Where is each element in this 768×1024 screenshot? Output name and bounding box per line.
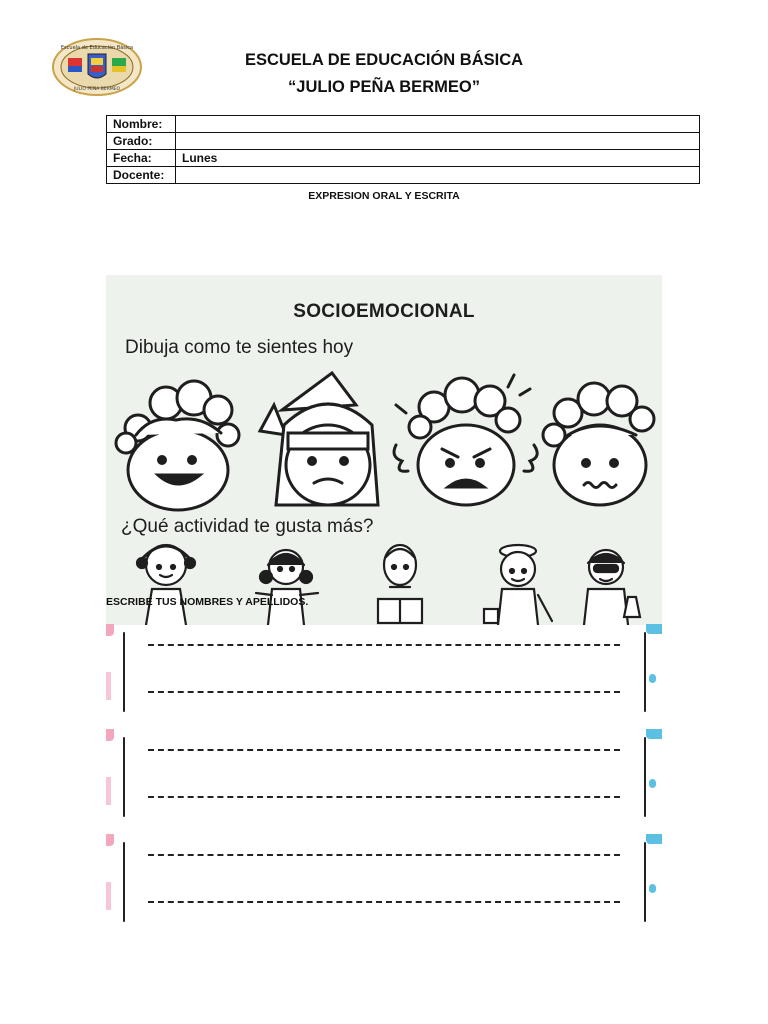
activity-kids	[106, 537, 662, 625]
pink-tab-decoration	[106, 882, 111, 910]
bracket-right	[644, 737, 646, 817]
info-value[interactable]	[176, 133, 700, 150]
writing-line[interactable]	[148, 644, 620, 646]
art-kid-icon	[484, 545, 552, 625]
writing-lines-block-3	[106, 834, 662, 924]
writing-line[interactable]	[148, 796, 620, 798]
worksheet-question-feelings: Dibuja como te sientes hoy	[125, 337, 354, 358]
writing-line[interactable]	[148, 691, 620, 693]
info-row-fecha	[107, 150, 700, 167]
blue-tab-decoration	[646, 624, 662, 634]
sad-face-icon	[260, 373, 378, 505]
info-label: Grado:	[107, 133, 176, 150]
worried-face-icon	[543, 383, 654, 505]
reading-kid-icon	[378, 545, 422, 623]
dance-kid-icon	[256, 550, 318, 625]
svg-text:JULIO PEÑA BERMEO: JULIO PEÑA BERMEO	[73, 87, 121, 92]
worksheet-question-activity: ¿Qué actividad te gusta más?	[121, 516, 374, 537]
worksheet-title: SOCIOEMOCIONAL	[293, 301, 475, 322]
blue-tab-decoration	[646, 834, 662, 844]
svg-text:Escuela de Educación Básica: Escuela de Educación Básica	[60, 45, 134, 51]
pink-tab-decoration	[106, 624, 114, 636]
pink-tab-decoration	[106, 777, 111, 805]
instruction-text: ESCRIBE TUS NOMBRES Y APELLIDOS.	[106, 596, 309, 608]
school-name-line1: ESCUELA DE EDUCACIÓN BÁSICA	[244, 51, 524, 69]
info-value[interactable]	[176, 116, 700, 133]
school-logo	[52, 38, 142, 96]
school-name-line2: “JULIO PEÑA BERMEO”	[288, 78, 480, 96]
info-label: Nombre:	[107, 116, 176, 133]
blue-dot-decoration	[649, 779, 656, 788]
bracket-right	[644, 632, 646, 712]
info-value[interactable]: Lunes	[176, 150, 700, 167]
science-kid-icon	[584, 550, 640, 625]
info-row-docente	[107, 167, 700, 184]
info-value[interactable]	[176, 167, 700, 184]
pink-tab-decoration	[106, 729, 114, 741]
emotion-faces	[106, 365, 662, 515]
blue-dot-decoration	[649, 674, 656, 683]
pink-tab-decoration	[106, 672, 111, 700]
worksheet-image	[106, 275, 662, 625]
blue-tab-decoration	[646, 729, 662, 739]
bracket-right	[644, 842, 646, 922]
writing-lines-block-1	[106, 624, 662, 714]
info-label: Docente:	[107, 167, 176, 184]
info-label: Fecha:	[107, 150, 176, 167]
writing-line[interactable]	[148, 854, 620, 856]
writing-lines-block-2	[106, 729, 662, 819]
info-row-grado	[107, 133, 700, 150]
writing-line[interactable]	[148, 901, 620, 903]
happy-face-icon	[116, 381, 239, 510]
subject-title: EXPRESION ORAL Y ESCRITA	[308, 190, 460, 202]
bracket-left	[123, 737, 125, 817]
blue-dot-decoration	[649, 884, 656, 893]
info-row-nombre	[107, 116, 700, 133]
bracket-left	[123, 842, 125, 922]
student-info-table	[106, 115, 700, 184]
bracket-left	[123, 632, 125, 712]
angry-face-icon	[394, 375, 537, 505]
writing-line[interactable]	[148, 749, 620, 751]
pink-tab-decoration	[106, 834, 114, 846]
music-kid-icon	[137, 545, 195, 625]
